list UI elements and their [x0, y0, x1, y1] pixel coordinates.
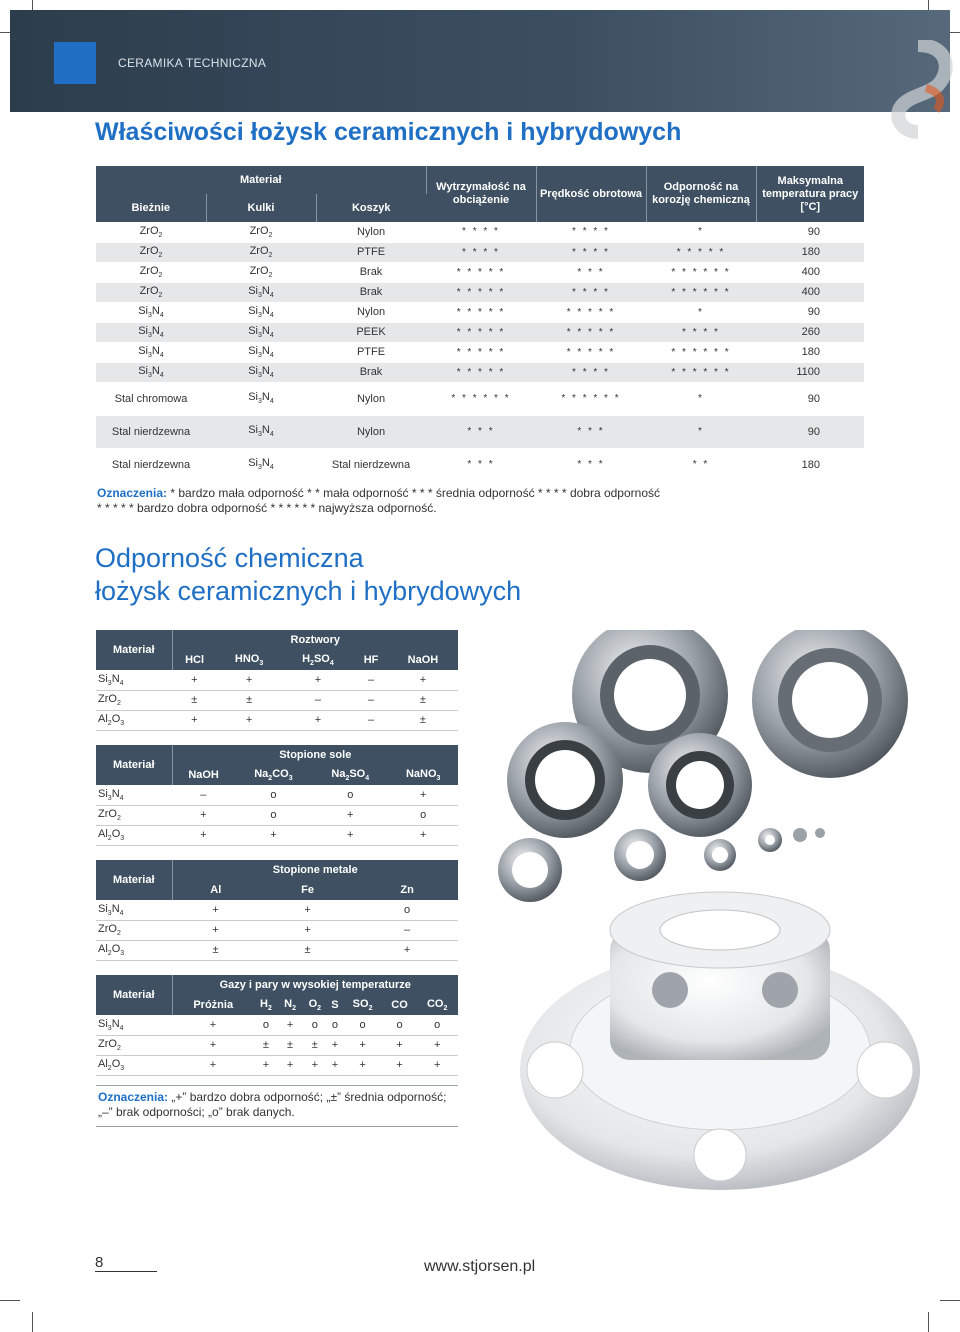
chem-value-cell: +: [312, 825, 388, 845]
chem-material-cell: $Al_2O_3$: [96, 940, 172, 960]
chem-value-cell: +: [172, 825, 235, 845]
chem-col-header: HF: [354, 650, 388, 670]
bearing-mid-1: [507, 722, 623, 838]
chem-value-cell: o: [302, 1015, 327, 1035]
cell-load: * * * * *: [426, 362, 536, 382]
chem-value-cell: +: [172, 710, 217, 730]
header-bieznie: Bieżnie: [96, 194, 206, 222]
cell-load: * * * * *: [426, 322, 536, 342]
chem-row: [96, 1055, 458, 1075]
chem-value-cell: o: [342, 1015, 382, 1035]
chem-value-cell: +: [278, 1055, 302, 1075]
crop-mark: [928, 1312, 929, 1332]
cell-bieznie: ZrO$_2$: [96, 262, 206, 282]
cell-koszyk: PTFE: [316, 242, 426, 262]
table-row: [96, 322, 864, 342]
chem-material-cell: ZrO$_2$: [96, 920, 172, 940]
chem-value-cell: ±: [217, 690, 282, 710]
cell-speed: * * * *: [536, 362, 646, 382]
header-load: Wytrzymałość na obciążenie: [426, 166, 536, 222]
chem-value-cell: +: [282, 710, 355, 730]
cell-koszyk: Brak: [316, 362, 426, 382]
chem-group-header: Stopione metale: [172, 860, 458, 880]
cell-load: * * *: [426, 448, 536, 481]
cell-bieznie: Stal nierdzewna: [96, 448, 206, 481]
cell-bieznie: $Si_3N_4$: [96, 362, 206, 382]
cell-koszyk: Stal nierdzewna: [316, 448, 426, 481]
cell-bieznie: ZrO$_2$: [96, 242, 206, 262]
chem-value-cell: +: [278, 1015, 302, 1035]
chem-value-cell: +: [172, 920, 259, 940]
cell-temp: 180: [756, 342, 864, 362]
chem-col-header: $HNO_3$: [217, 650, 282, 670]
chem-row: [96, 1035, 458, 1055]
cell-load: * * * *: [426, 242, 536, 262]
cell-speed: * * *: [536, 415, 646, 448]
chem-value-cell: ±: [388, 710, 458, 730]
cell-load: * * * * *: [426, 262, 536, 282]
bottom-legend-top-rule: [96, 1085, 458, 1086]
bottom-legend: [98, 1090, 458, 1120]
header-band: [10, 10, 950, 112]
chem-value-cell: –: [172, 785, 235, 805]
chem-material-cell: $Si_3N_4$: [96, 670, 172, 690]
cell-kulki: $Si_3N_4$: [206, 415, 316, 448]
chem-col-header: $Na_2CO_3$: [235, 765, 312, 785]
website-link[interactable]: www.stjorsen.pl: [424, 1258, 536, 1275]
chem-value-cell: +: [172, 1055, 254, 1075]
table-row: [96, 262, 864, 282]
chem-value-cell: +: [416, 1035, 458, 1055]
chem-material-cell: $Al_2O_3$: [96, 710, 172, 730]
cell-speed: * * *: [536, 448, 646, 481]
chem-row: [96, 710, 458, 730]
cell-kulki: $Si_3N_4$: [206, 382, 316, 415]
chem-value-cell: +: [342, 1035, 382, 1055]
chem-material-header: Materiał: [96, 975, 172, 1015]
chem-col-header: NaOH: [388, 650, 458, 670]
chem-value-cell: o: [388, 805, 458, 825]
cell-koszyk: Nylon: [316, 415, 426, 448]
chem-value-cell: o: [254, 1015, 278, 1035]
cell-speed: * * * * *: [536, 302, 646, 322]
chem-title-line-1: Odporność chemiczna: [95, 543, 364, 573]
header-speed: Prędkość obrotowa: [536, 166, 646, 222]
ceramic-bearing: [520, 892, 920, 1190]
logo-mark-icon: [878, 40, 954, 140]
table-row: [96, 282, 864, 302]
chem-value-cell: ±: [259, 940, 356, 960]
chem-col-header: CO: [383, 995, 417, 1015]
crop-mark: [0, 1300, 20, 1301]
chem-col-header: $N_2$: [278, 995, 302, 1015]
table-row: [96, 242, 864, 262]
chem-col-header: $Na_2SO_4$: [312, 765, 388, 785]
cell-corr: * *: [646, 448, 756, 481]
crop-mark: [32, 1312, 33, 1332]
bottom-legend-text: „+” bardzo dobra odporność; „±” średnia odporność; „–” brak odporności; „o” brak danych.: [98, 1090, 447, 1119]
chem-col-header: Al: [172, 880, 259, 900]
cell-kulki: $Si_3N_4$: [206, 448, 316, 481]
legend-label: Oznaczenia:: [97, 486, 168, 500]
chem-value-cell: –: [354, 710, 388, 730]
header-kulki: Kulki: [206, 194, 316, 222]
cell-temp: 1100: [756, 362, 864, 382]
legend-text-1: * bardzo mała odporność * * mała odporność * * * średnia odporność * * * * dobra odporność: [170, 486, 661, 500]
chem-value-cell: –: [356, 920, 458, 940]
cell-load: * * * * *: [426, 302, 536, 322]
chem-material-header: Materiał: [96, 745, 172, 785]
chem-value-cell: +: [217, 710, 282, 730]
chem-material-cell: $Al_2O_3$: [96, 825, 172, 845]
chem-value-cell: o: [312, 785, 388, 805]
chem-value-cell: +: [302, 1055, 327, 1075]
cell-koszyk: Nylon: [316, 222, 426, 242]
chem-value-cell: +: [235, 825, 312, 845]
chem-value-cell: ±: [172, 940, 259, 960]
page-title: Właściwości łożysk ceramicznych i hybrydowych: [95, 118, 682, 146]
cell-kulki: $Si_3N_4$: [206, 342, 316, 362]
chem-value-cell: +: [416, 1055, 458, 1075]
header-temp: Maksymalna temperatura pracy [°C]: [756, 166, 864, 222]
bottom-legend-bottom-rule: [96, 1126, 458, 1127]
chem-row: [96, 785, 458, 805]
chem-value-cell: +: [388, 670, 458, 690]
chem-value-cell: +: [312, 805, 388, 825]
brand-square: [54, 42, 96, 84]
chem-material-cell: $Si_3N_4$: [96, 785, 172, 805]
chem-row: [96, 940, 458, 960]
chem-value-cell: +: [172, 670, 217, 690]
cell-kulki: ZrO$_2$: [206, 242, 316, 262]
cell-load: * * * * *: [426, 282, 536, 302]
table-row: [96, 302, 864, 322]
cell-load: * * * * * *: [426, 382, 536, 415]
cell-corr: * * * * * *: [646, 362, 756, 382]
chem-col-header: Próżnia: [172, 995, 254, 1015]
crop-mark: [940, 1300, 960, 1301]
legend: [97, 486, 797, 516]
chem-col-header: HCl: [172, 650, 217, 670]
chem-material-header: Materiał: [96, 630, 172, 670]
cell-temp: 180: [756, 242, 864, 262]
chem-value-cell: +: [328, 1035, 343, 1055]
chem-group-header: Gazy i pary w wysokiej temperaturze: [172, 975, 458, 995]
chem-value-cell: –: [354, 690, 388, 710]
chem-col-header: $O_2$: [302, 995, 327, 1015]
table-row: [96, 415, 864, 448]
chem-col-header: $SO_2$: [342, 995, 382, 1015]
chem-col-header: S: [328, 995, 343, 1015]
chem-value-cell: ±: [172, 690, 217, 710]
section-label: CERAMIKA TECHNICZNA: [118, 56, 267, 70]
cell-speed: * * * * *: [536, 342, 646, 362]
cell-bieznie: Stal chromowa: [96, 382, 206, 415]
chem-value-cell: o: [235, 805, 312, 825]
chem-col-header: NaOH: [172, 765, 235, 785]
cell-kulki: ZrO$_2$: [206, 222, 316, 242]
chem-value-cell: +: [172, 900, 259, 920]
header-corrosion: Odporność na korozję chemiczną: [646, 166, 756, 222]
table-row: [96, 342, 864, 362]
cell-load: * * *: [426, 415, 536, 448]
cell-load: * * * *: [426, 222, 536, 242]
table-row: [96, 382, 864, 415]
chem-value-cell: +: [254, 1055, 278, 1075]
chem-group-header: Stopione sole: [172, 745, 458, 765]
chem-material-cell: $Si_3N_4$: [96, 1015, 172, 1035]
chem-row: [96, 670, 458, 690]
bottom-legend-label: Oznaczenia:: [98, 1090, 169, 1104]
chem-row: [96, 805, 458, 825]
cell-bieznie: Stal nierdzewna: [96, 415, 206, 448]
cell-koszyk: Nylon: [316, 302, 426, 322]
chem-group-header: Roztwory: [172, 630, 458, 650]
chem-col-header: NaNO$_3$: [388, 765, 458, 785]
cell-corr: * * * * * *: [646, 282, 756, 302]
chem-table-4: [96, 975, 458, 1076]
chem-col-header: $H_2$: [254, 995, 278, 1015]
cell-temp: 260: [756, 322, 864, 342]
chem-material-header: Materiał: [96, 860, 172, 900]
cell-corr: *: [646, 302, 756, 322]
chem-value-cell: +: [259, 900, 356, 920]
cell-temp: 90: [756, 415, 864, 448]
cell-speed: * * * *: [536, 242, 646, 262]
chem-value-cell: +: [259, 920, 356, 940]
cell-temp: 180: [756, 448, 864, 481]
chem-table-2: [96, 745, 458, 846]
cell-kulki: $Si_3N_4$: [206, 302, 316, 322]
chem-row: [96, 690, 458, 710]
cell-temp: 90: [756, 382, 864, 415]
cell-kulki: $Si_3N_4$: [206, 322, 316, 342]
bearing-small-row: [498, 828, 825, 902]
chem-row: [96, 825, 458, 845]
cell-corr: *: [646, 415, 756, 448]
page-number: 8: [95, 1254, 104, 1271]
table-row: [96, 222, 864, 242]
chem-value-cell: o: [416, 1015, 458, 1035]
cell-temp: 90: [756, 222, 864, 242]
bearing-mid-2: [648, 733, 752, 837]
chem-table-1: [96, 630, 458, 731]
cell-speed: * * *: [536, 262, 646, 282]
cell-speed: * * * *: [536, 222, 646, 242]
cell-corr: *: [646, 222, 756, 242]
chem-col-header: Fe: [259, 880, 356, 900]
cell-speed: * * * * *: [536, 322, 646, 342]
cell-koszyk: Brak: [316, 262, 426, 282]
cell-kulki: ZrO$_2$: [206, 262, 316, 282]
table-row: [96, 362, 864, 382]
chem-value-cell: ±: [254, 1035, 278, 1055]
chem-value-cell: o: [235, 785, 312, 805]
cell-corr: *: [646, 382, 756, 415]
chem-material-cell: ZrO$_2$: [96, 805, 172, 825]
chem-value-cell: +: [356, 940, 458, 960]
chem-value-cell: ±: [278, 1035, 302, 1055]
cell-kulki: $Si_3N_4$: [206, 362, 316, 382]
chem-value-cell: +: [172, 1035, 254, 1055]
chem-value-cell: +: [388, 825, 458, 845]
properties-table: [96, 166, 864, 482]
header-koszyk: Koszyk: [316, 194, 426, 222]
cell-kulki: $Si_3N_4$: [206, 282, 316, 302]
chem-value-cell: +: [328, 1055, 343, 1075]
header-material: Materiał: [96, 166, 426, 194]
chem-table-3: [96, 860, 458, 961]
chem-value-cell: +: [342, 1055, 382, 1075]
chem-col-header: $H_2SO_4$: [282, 650, 355, 670]
cell-temp: 90: [756, 302, 864, 322]
cell-koszyk: Brak: [316, 282, 426, 302]
cell-corr: * * * * * *: [646, 262, 756, 282]
bearing-large-2: [752, 630, 908, 778]
legend-text-2: * * * * * bardzo dobra odporność * * * * * * najwyższa odporność.: [97, 501, 437, 515]
cell-corr: * * * * *: [646, 242, 756, 262]
cell-temp: 400: [756, 262, 864, 282]
chem-value-cell: +: [172, 805, 235, 825]
chem-col-header: Zn: [356, 880, 458, 900]
cell-bieznie: $Si_3N_4$: [96, 342, 206, 362]
cell-koszyk: PTFE: [316, 342, 426, 362]
chem-value-cell: +: [383, 1055, 417, 1075]
chem-value-cell: +: [282, 670, 355, 690]
chem-value-cell: ±: [302, 1035, 327, 1055]
cell-koszyk: Nylon: [316, 382, 426, 415]
cell-load: * * * * *: [426, 342, 536, 362]
chem-value-cell: ±: [388, 690, 458, 710]
chem-value-cell: +: [217, 670, 282, 690]
cell-koszyk: PEEK: [316, 322, 426, 342]
cell-speed: * * * *: [536, 282, 646, 302]
cell-speed: * * * * * *: [536, 382, 646, 415]
chem-section-title: [95, 542, 521, 608]
chem-value-cell: o: [383, 1015, 417, 1035]
cell-bieznie: ZrO$_2$: [96, 282, 206, 302]
cell-temp: 400: [756, 282, 864, 302]
chem-row: [96, 1015, 458, 1035]
chem-material-cell: ZrO$_2$: [96, 690, 172, 710]
table-row: [96, 448, 864, 481]
cell-bieznie: $Si_3N_4$: [96, 302, 206, 322]
cell-corr: * * * *: [646, 322, 756, 342]
cell-bieznie: $Si_3N_4$: [96, 322, 206, 342]
chem-value-cell: +: [383, 1035, 417, 1055]
page-number-rule: [95, 1271, 157, 1272]
bearings-photo: [470, 630, 960, 1190]
chem-col-header: $CO_2$: [416, 995, 458, 1015]
chem-value-cell: o: [356, 900, 458, 920]
chem-row: [96, 920, 458, 940]
chem-value-cell: +: [172, 1015, 254, 1035]
chem-material-cell: $Si_3N_4$: [96, 900, 172, 920]
chem-value-cell: +: [388, 785, 458, 805]
cell-corr: * * * * * *: [646, 342, 756, 362]
chem-row: [96, 900, 458, 920]
chem-value-cell: –: [282, 690, 355, 710]
chem-material-cell: ZrO$_2$: [96, 1035, 172, 1055]
cell-bieznie: ZrO$_2$: [96, 222, 206, 242]
chem-value-cell: –: [354, 670, 388, 690]
chem-material-cell: $Al_2O_3$: [96, 1055, 172, 1075]
chem-value-cell: o: [328, 1015, 343, 1035]
chem-title-line-2: łożysk ceramicznych i hybrydowych: [95, 576, 522, 606]
